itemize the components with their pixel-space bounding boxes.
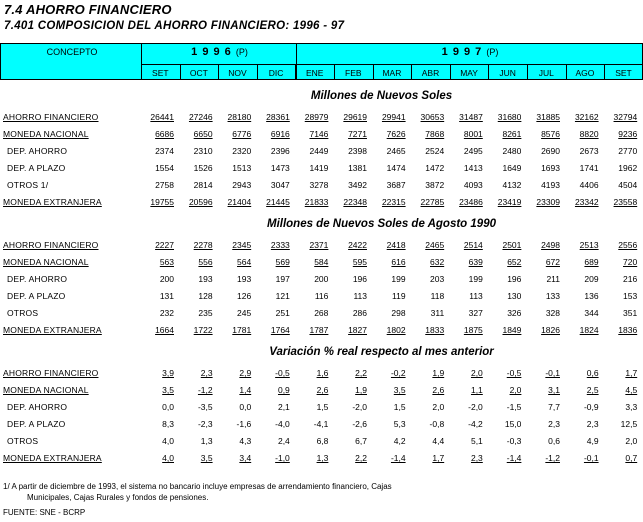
table-row <box>0 453 643 466</box>
table-cell: 4504 <box>618 180 638 190</box>
month-header: MAR <box>382 68 402 78</box>
table-row <box>0 436 643 449</box>
table-cell: 4,5 <box>625 385 638 395</box>
table-cell: 326 <box>507 308 522 318</box>
table-cell: 131 <box>159 291 174 301</box>
table-cell: 1826 <box>541 325 560 335</box>
table-cell: 23558 <box>613 197 638 207</box>
section-title: Millones de Nuevos Soles de Agosto 1990 <box>266 218 496 230</box>
footnote: 1/ A partir de diciembre de 1993, el sistema no bancario incluye empresas de arrendamiento financiero, Cajas Municipales, Cajas Rurales y fondos de pensiones. <box>3 482 392 502</box>
table-cell: 15,0 <box>504 419 522 429</box>
table-cell: 1,7 <box>432 453 445 463</box>
table-cell: -0,2 <box>390 368 406 378</box>
table-cell: -0,5 <box>275 368 290 378</box>
table-cell: 1849 <box>502 325 522 335</box>
table-cell: -4,1 <box>313 419 329 429</box>
table-cell: 1,9 <box>432 368 445 378</box>
table-cell: 21445 <box>266 197 290 207</box>
table-cell: 251 <box>275 308 290 318</box>
table-cell: 0,6 <box>548 436 560 446</box>
table-cell: 3,9 <box>162 368 174 378</box>
table-row <box>0 419 643 432</box>
table-cell: 595 <box>352 257 367 267</box>
table-cell: 1,5 <box>393 402 406 412</box>
table-cell: 200 <box>314 274 329 284</box>
table-cell: 216 <box>623 274 638 284</box>
row-label: DEP. AHORRO <box>7 402 68 412</box>
table-cell: 1764 <box>270 325 290 335</box>
table-cell: 2,0 <box>470 368 483 378</box>
table-cell: 119 <box>392 291 406 301</box>
table-cell: 2770 <box>618 146 638 156</box>
table-cell: 639 <box>468 257 483 267</box>
table-cell: 0,0 <box>162 402 174 412</box>
table-cell: 199 <box>468 274 483 284</box>
table-cell: 2,5 <box>586 385 599 395</box>
row-label: MONEDA EXTRANJERA <box>3 197 102 207</box>
table-cell: 6,8 <box>316 436 329 446</box>
table-cell: 3,5 <box>200 453 213 463</box>
table-cell: 2758 <box>155 180 174 190</box>
month-header: AGO <box>575 68 595 78</box>
table-cell: 32162 <box>574 112 599 122</box>
table-cell: 32794 <box>613 112 638 122</box>
row-label: AHORRO FINANCIERO <box>3 240 99 250</box>
table-cell: 689 <box>584 257 599 267</box>
table-cell: 2673 <box>579 146 599 156</box>
table-cell: -1,0 <box>275 453 290 463</box>
table-row <box>0 180 643 193</box>
table-row <box>0 385 643 398</box>
table-cell: 116 <box>314 291 329 301</box>
table-cell: 3687 <box>386 180 406 190</box>
table-cell: 8261 <box>502 129 522 139</box>
table-row <box>0 325 643 338</box>
table-cell: 2345 <box>232 240 252 250</box>
table-cell: 1419 <box>309 163 329 173</box>
table-cell: 153 <box>623 291 638 301</box>
table-cell: 245 <box>237 308 252 318</box>
table-cell: 3,1 <box>548 385 560 395</box>
table-cell: 1526 <box>193 163 213 173</box>
table-cell: 564 <box>237 257 252 267</box>
row-label: MONEDA EXTRANJERA <box>3 325 102 335</box>
table-row <box>0 129 643 142</box>
month-header: ABR <box>421 68 440 78</box>
table-cell: 1,4 <box>239 385 252 395</box>
table-cell: 1,3 <box>316 453 329 463</box>
table-cell: 632 <box>430 257 445 267</box>
table-cell: 3,5 <box>393 385 406 395</box>
table-cell: 7626 <box>386 129 406 139</box>
table-cell: -1,4 <box>390 453 406 463</box>
table-cell: 584 <box>314 257 329 267</box>
table-cell: 1,6 <box>316 368 329 378</box>
table-cell: 0,7 <box>625 453 638 463</box>
table-cell: 128 <box>198 291 213 301</box>
table-cell: 235 <box>198 308 213 318</box>
table-cell: 1875 <box>463 325 483 335</box>
month-header: OCT <box>189 68 208 78</box>
table-cell: 2,2 <box>355 453 367 463</box>
table-cell: 26441 <box>150 112 174 122</box>
table-row <box>0 163 643 176</box>
table-cell: 1781 <box>232 325 252 335</box>
page-title: 7.4 AHORRO FINANCIERO <box>4 2 172 17</box>
row-label: DEP. AHORRO <box>7 146 68 156</box>
year-1997-header: 1 9 9 7 (P) <box>441 46 499 58</box>
table-cell: -0,9 <box>583 402 599 412</box>
table-cell: 2513 <box>579 240 599 250</box>
table-cell: 1827 <box>348 325 367 335</box>
table-cell: 1787 <box>309 325 329 335</box>
table-cell: 4132 <box>502 180 522 190</box>
table-cell: 1513 <box>232 163 252 173</box>
year-1996-header: 1 9 9 6 (P) <box>191 46 248 58</box>
table-cell: 20596 <box>188 197 213 207</box>
table-cell: 12,5 <box>620 419 638 429</box>
table-cell: 2495 <box>463 146 483 156</box>
table-cell: 1,3 <box>200 436 213 446</box>
table-cell: 1722 <box>193 325 213 335</box>
table-cell: 3278 <box>309 180 329 190</box>
table-cell: 4,4 <box>432 436 445 446</box>
table-cell: 2,0 <box>625 436 638 446</box>
table-cell: 22785 <box>420 197 445 207</box>
table-cell: 209 <box>584 274 599 284</box>
table-cell: 9236 <box>618 129 638 139</box>
table-cell: 2422 <box>348 240 367 250</box>
table-row <box>0 257 643 270</box>
month-header: SET <box>152 68 169 78</box>
section-title: Variación % real respecto al mes anterior <box>269 346 494 358</box>
table-cell: 8001 <box>463 129 483 139</box>
table-cell: 27246 <box>188 112 213 122</box>
table-cell: 1,9 <box>355 385 367 395</box>
table-cell: 2310 <box>193 146 213 156</box>
table-cell: 2333 <box>270 240 290 250</box>
table-cell: -0,5 <box>506 368 522 378</box>
table-cell: 6916 <box>270 129 290 139</box>
table-row <box>0 197 643 210</box>
table-cell: 2320 <box>232 146 252 156</box>
table-cell: 4,2 <box>393 436 406 446</box>
table-cell: 22315 <box>381 197 406 207</box>
table-cell: -1,6 <box>236 419 252 429</box>
table-cell: 1381 <box>348 163 367 173</box>
table-cell: 2278 <box>193 240 213 250</box>
table-cell: 31885 <box>536 112 560 122</box>
row-label: DEP. A PLAZO <box>7 163 66 173</box>
table-cell: 2480 <box>502 146 522 156</box>
table-cell: 2,2 <box>355 368 367 378</box>
table-cell: 4193 <box>541 180 560 190</box>
table-cell: 286 <box>352 308 367 318</box>
table-cell: 7271 <box>348 129 367 139</box>
table-cell: 2398 <box>348 146 367 156</box>
table-cell: 2,3 <box>548 419 560 429</box>
table-cell: 2556 <box>618 240 638 250</box>
table-cell: 22348 <box>343 197 367 207</box>
table-cell: 1802 <box>386 325 406 335</box>
table-cell: 2449 <box>309 146 329 156</box>
table-cell: 31487 <box>459 112 483 122</box>
table-row <box>0 368 643 381</box>
table-cell: 136 <box>584 291 599 301</box>
table-cell: 1554 <box>155 163 174 173</box>
table-cell: 2501 <box>502 240 522 250</box>
table-cell: -0,1 <box>545 368 560 378</box>
table-cell: 4,9 <box>586 436 599 446</box>
table-cell: 2,3 <box>200 368 213 378</box>
table-cell: 1,7 <box>625 368 638 378</box>
table-cell: 193 <box>198 274 213 284</box>
row-label: DEP. A PLAZO <box>7 419 66 429</box>
table-cell: 29941 <box>381 112 406 122</box>
table-cell: 23419 <box>497 197 522 207</box>
table-cell: -2,6 <box>352 419 367 429</box>
table-cell: -2,0 <box>352 402 367 412</box>
table-cell: 0,0 <box>239 402 252 412</box>
table-cell: 1,1 <box>470 385 483 395</box>
table-cell: 0,6 <box>586 368 599 378</box>
table-cell: 344 <box>584 308 599 318</box>
table-cell: 2,6 <box>316 385 329 395</box>
table-cell: 126 <box>237 291 252 301</box>
month-header: JUL <box>538 68 554 78</box>
table-cell: 2,9 <box>239 368 252 378</box>
table-cell: 29619 <box>343 112 367 122</box>
table-cell: -1,5 <box>506 402 522 412</box>
table-cell: 199 <box>391 274 406 284</box>
table-cell: 1824 <box>579 325 599 335</box>
table-cell: 3047 <box>270 180 290 190</box>
table-cell: 2814 <box>193 180 213 190</box>
table-cell: 4,0 <box>162 453 174 463</box>
table-cell: 5,1 <box>470 436 483 446</box>
table-cell: 1,5 <box>316 402 329 412</box>
table-cell: 130 <box>507 291 522 301</box>
table-row <box>0 402 643 415</box>
table-cell: 8,3 <box>162 419 174 429</box>
concepto-header: CONCEPTO <box>46 47 98 57</box>
table-cell: 21833 <box>304 197 329 207</box>
row-label: AHORRO FINANCIERO <box>3 112 99 122</box>
table-cell: 6686 <box>155 129 174 139</box>
table-cell: 19755 <box>150 197 174 207</box>
table-cell: 113 <box>469 291 483 301</box>
table-cell: 2227 <box>155 240 174 250</box>
table-cell: -4,0 <box>275 419 290 429</box>
table-cell: 672 <box>545 257 560 267</box>
table-cell: -3,5 <box>197 402 213 412</box>
table-cell: 2371 <box>309 240 329 250</box>
month-header: DIC <box>268 68 284 78</box>
row-label: OTROS 1/ <box>7 180 49 190</box>
month-header: MAY <box>460 68 478 78</box>
table-cell: 2514 <box>463 240 483 250</box>
table-cell: 193 <box>237 274 252 284</box>
table-cell: 4,0 <box>162 436 174 446</box>
table-cell: 0,9 <box>277 385 290 395</box>
table-row <box>0 308 643 321</box>
table-cell: 1474 <box>386 163 406 173</box>
table-cell: 2374 <box>155 146 174 156</box>
row-label: DEP. AHORRO <box>7 274 68 284</box>
table-cell: -4,2 <box>468 419 483 429</box>
table-cell: 3,4 <box>239 453 252 463</box>
month-header: FEB <box>345 68 362 78</box>
table-cell: 2,0 <box>432 402 445 412</box>
month-header: JUN <box>499 68 516 78</box>
table-cell: 3,3 <box>625 402 638 412</box>
table-cell: 2465 <box>386 146 406 156</box>
table-cell: 556 <box>198 257 213 267</box>
table-cell: 563 <box>159 257 174 267</box>
table-cell: 3492 <box>348 180 367 190</box>
table-cell: 133 <box>545 291 560 301</box>
table-cell: 2498 <box>541 240 560 250</box>
table-cell: 2,3 <box>586 419 599 429</box>
table-cell: 2524 <box>425 146 445 156</box>
table-cell: 2690 <box>541 146 560 156</box>
table-cell: -2,0 <box>468 402 483 412</box>
row-label: MONEDA EXTRANJERA <box>3 453 102 463</box>
table-cell: -0,1 <box>583 453 599 463</box>
table-header <box>0 43 643 80</box>
table-cell: 328 <box>545 308 560 318</box>
table-cell: 28180 <box>227 112 252 122</box>
table-cell: 3872 <box>425 180 445 190</box>
month-header: SET <box>615 68 632 78</box>
table-cell: 196 <box>507 274 522 284</box>
table-cell: 211 <box>546 274 560 284</box>
table-cell: 311 <box>430 308 445 318</box>
table-row <box>0 146 643 159</box>
table-cell: 1413 <box>463 163 483 173</box>
table-cell: 2396 <box>270 146 290 156</box>
table-cell: 8576 <box>541 129 560 139</box>
table-cell: 2418 <box>386 240 406 250</box>
table-cell: 118 <box>430 291 445 301</box>
table-cell: 2,6 <box>432 385 445 395</box>
month-header: NOV <box>228 68 247 78</box>
table-cell: 569 <box>275 257 290 267</box>
table-cell: 196 <box>352 274 367 284</box>
table-cell: 28979 <box>304 112 329 122</box>
table-cell: 4,3 <box>239 436 252 446</box>
table-cell: 21404 <box>227 197 252 207</box>
table-cell: 6650 <box>193 129 213 139</box>
table-cell: 5,3 <box>393 419 406 429</box>
row-label: DEP. A PLAZO <box>7 291 66 301</box>
table-row <box>0 112 643 125</box>
month-header: ENE <box>305 68 324 78</box>
table-subtitle: 7.401 COMPOSICION DEL AHORRO FINANCIERO: 1996 - 97 <box>4 20 345 32</box>
table-cell: -0,8 <box>429 419 445 429</box>
table-cell: 23342 <box>574 197 599 207</box>
table-cell: 232 <box>159 308 174 318</box>
section-title: Millones de Nuevos Soles <box>310 90 453 102</box>
table-cell: 7,7 <box>548 402 560 412</box>
table-cell: 8820 <box>579 129 599 139</box>
table-cell: 2465 <box>425 240 445 250</box>
table-cell: 1693 <box>541 163 560 173</box>
row-label: AHORRO FINANCIERO <box>3 368 99 378</box>
table-cell: -0,3 <box>506 436 522 446</box>
table-cell: 23309 <box>536 197 560 207</box>
table-cell: 31680 <box>497 112 522 122</box>
table-cell: 2,4 <box>277 436 290 446</box>
row-label: OTROS <box>7 436 39 446</box>
table-cell: 1833 <box>425 325 445 335</box>
row-label: OTROS <box>7 308 39 318</box>
table-cell: 6,7 <box>355 436 367 446</box>
table-cell: 1473 <box>270 163 290 173</box>
table-cell: -1,2 <box>545 453 560 463</box>
table-cell: 113 <box>353 291 367 301</box>
table-cell: 268 <box>314 308 329 318</box>
table-cell: 121 <box>275 291 290 301</box>
table-cell: 1741 <box>579 163 599 173</box>
source-note: FUENTE: SNE - BCRP <box>3 508 86 517</box>
table-row <box>0 240 643 253</box>
row-label: MONEDA NACIONAL <box>3 257 89 267</box>
table-row <box>0 274 643 287</box>
table-cell: 4093 <box>463 180 483 190</box>
row-label: MONEDA NACIONAL <box>3 129 89 139</box>
table-cell: 1472 <box>425 163 445 173</box>
table-row <box>0 291 643 304</box>
table-cell: 200 <box>159 274 174 284</box>
table-cell: 1836 <box>618 325 638 335</box>
table-cell: 616 <box>391 257 406 267</box>
table-cell: 1649 <box>502 163 522 173</box>
table-cell: -1,2 <box>197 385 213 395</box>
table-cell: 1962 <box>618 163 638 173</box>
table-cell: 30653 <box>420 112 445 122</box>
table-cell: 2943 <box>232 180 252 190</box>
table-cell: 3,5 <box>162 385 174 395</box>
table-cell: 298 <box>391 308 406 318</box>
table-cell: 2,1 <box>277 402 290 412</box>
table-cell: 351 <box>623 308 638 318</box>
table-cell: 4406 <box>579 180 599 190</box>
table-cell: 652 <box>507 257 522 267</box>
table-cell: 7146 <box>309 129 329 139</box>
table-cell: 6776 <box>232 129 252 139</box>
table-cell: 327 <box>468 308 483 318</box>
table-cell: 28361 <box>266 112 290 122</box>
table-cell: -2,3 <box>197 419 213 429</box>
row-label: MONEDA NACIONAL <box>3 385 89 395</box>
table-cell: 7868 <box>425 129 445 139</box>
table-cell: 2,0 <box>509 385 522 395</box>
table-cell: 203 <box>430 274 445 284</box>
table-cell: 720 <box>623 257 638 267</box>
table-cell: 2,3 <box>470 453 483 463</box>
table-cell: -1,4 <box>506 453 522 463</box>
table-cell: 23486 <box>459 197 483 207</box>
table-cell: 197 <box>275 274 290 284</box>
table-cell: 1664 <box>155 325 174 335</box>
